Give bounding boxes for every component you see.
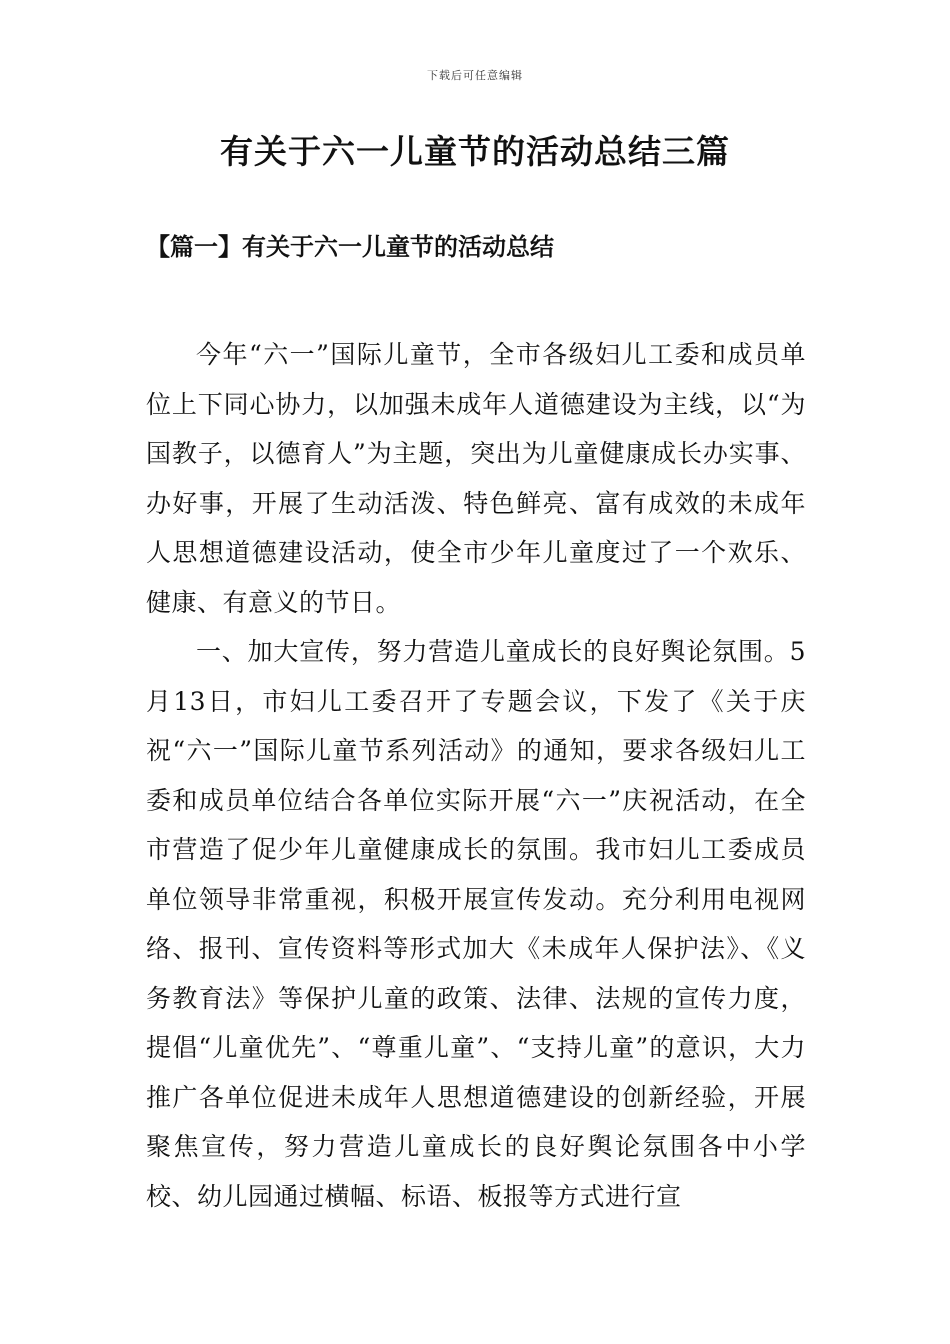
- document-body: [146, 330, 806, 1221]
- header-note: 下载后可任意编辑: [427, 69, 523, 82]
- paragraph-intro: 今年“六一”国际儿童节，全市各级妇儿工委和成员单位上下同心协力，以加强未成年人道德建设为主线，以“为国教子，以德育人”为主题，突出为儿童健康成长办实事、办好事，开展了生动活泼、特色鲜亮、富有成效的未成年人思想道德建设活动，使全市少年儿童度过了一个欢乐、健康、有意义的节日。: [146, 340, 806, 617]
- section-heading: 【篇一】有关于六一儿童节的活动总结: [146, 232, 554, 261]
- paragraph-publicity: 一、加大宣传，努力营造儿童成长的良好舆论氛围。5月13日，市妇儿工委召开了专题会议，下发了《关于庆祝“六一”国际儿童节系列活动》的通知，要求各级妇儿工委和成员单位结合各单位实际开展“六一”庆祝活动，在全市营造了促少年儿童健康成长的氛围。我市妇儿工委成员单位领导非常重视，积极开展宣传发动。充分利用电视网络、报刊、宣传资料等形式加大《未成年人保护法》、《义务教育法》等保护儿童的政策、法律、法规的宣传力度，提倡“儿童优先”、“尊重儿童”、“支持儿童”的意识，大力推广各单位促进未成年人思想道德建设的创新经验，开展聚焦宣传，努力营造儿童成长的良好舆论氛围各中小学校、幼儿园通过横幅、标语、板报等方式进行宣: [146, 637, 806, 1211]
- document-title: 有关于六一儿童节的活动总结三篇: [220, 132, 730, 171]
